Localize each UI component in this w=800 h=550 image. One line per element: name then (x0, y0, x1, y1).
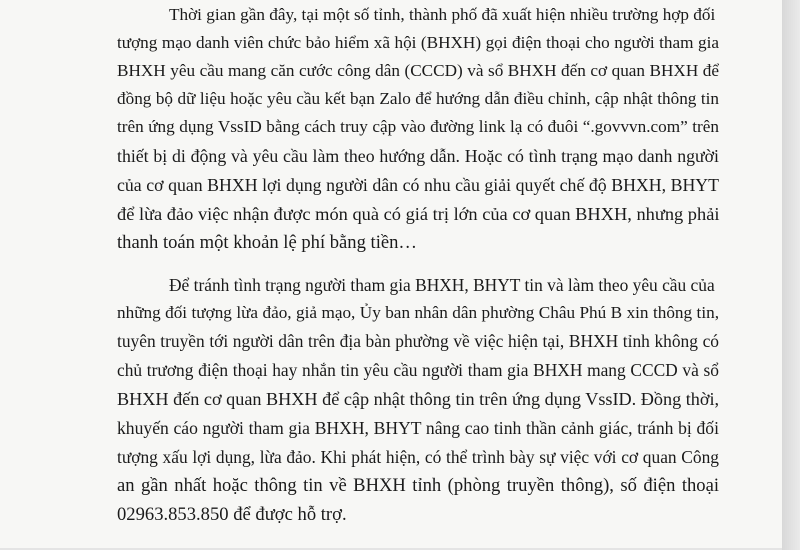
paragraph-1-line-3: BHXH yêu cầu mang căn cước công dân (CCCD) và sổ BHXH đến cơ quan BHXH để (117, 61, 719, 80)
paragraph-1-line-5: trên ứng dụng VssID bằng cách truy cập vào đường link lạ có đuôi “.govvvn.com” trên (117, 117, 719, 136)
paragraph-1-line-4: đồng bộ dữ liệu hoặc yêu cầu kết bạn Zalo để hướng dẫn điều chỉnh, cập nhật thông tin (117, 89, 719, 108)
paragraph-2-line-7: tượng xấu lợi dụng, lừa đảo. Khi phát hiện, có thể trình bày sự việc với cơ quan Công (117, 447, 719, 467)
paragraph-2-line-4: chủ trương điện thoại hay nhắn tin yêu cầu người tham gia BHXH mang CCCD và sổ (117, 360, 719, 380)
paragraph-1-line-6: thiết bị di động và yêu cầu làm theo hướng dẫn. Hoặc có tình trạng mạo danh người (117, 146, 719, 166)
paragraph-1-line-7: của cơ quan BHXH lợi dụng người dân có nhu cầu giải quyết chế độ BHXH, BHYT (117, 175, 719, 195)
paragraph-1-line-2: tượng mạo danh viên chức bảo hiểm xã hội (BHXH) gọi điện thoại cho người tham gia (117, 33, 719, 52)
paragraph-2-line-2: những đối tượng lừa đảo, giả mạo, Ủy ban nhân dân phường Châu Phú B xin thông tin, (117, 303, 719, 322)
paragraph-1-line-8: để lừa đảo việc nhận được món quà có giá trị lớn của cơ quan BHXH, nhưng phải (117, 204, 720, 224)
paragraph-2-line-8: an gần nhất hoặc thông tin về BHXH tỉnh (phòng truyền thông), số điện thoại (117, 475, 719, 496)
page-edge-shadow (782, 0, 800, 550)
paragraph-1-line-1: Thời gian gần đây, tại một số tỉnh, thành phố đã xuất hiện nhiều trường hợp đối (169, 5, 716, 24)
paragraph-2-line-1: Để tránh tình trạng người tham gia BHXH, BHYT tin và làm theo yêu cầu của (169, 275, 715, 295)
paragraph-2-line-5: BHXH đến cơ quan BHXH để cập nhật thông tin trên ứng dụng VssID. Đồng thời, (117, 389, 720, 409)
paragraph-1-line-9: thanh toán một khoản lệ phí bằng tiền… (117, 232, 418, 253)
paragraph-2-line-3: tuyên truyền tới người dân trên địa bàn phường về việc hiện tại, BHXH tỉnh không có (117, 331, 719, 351)
paragraph-2-line-6: khuyến cáo người tham gia BHXH, BHYT nâng cao tinh thần cảnh giác, tránh bị đối (117, 418, 719, 438)
paragraph-2-line-9: 02963.853.850 để được hỗ trợ. (117, 504, 347, 525)
